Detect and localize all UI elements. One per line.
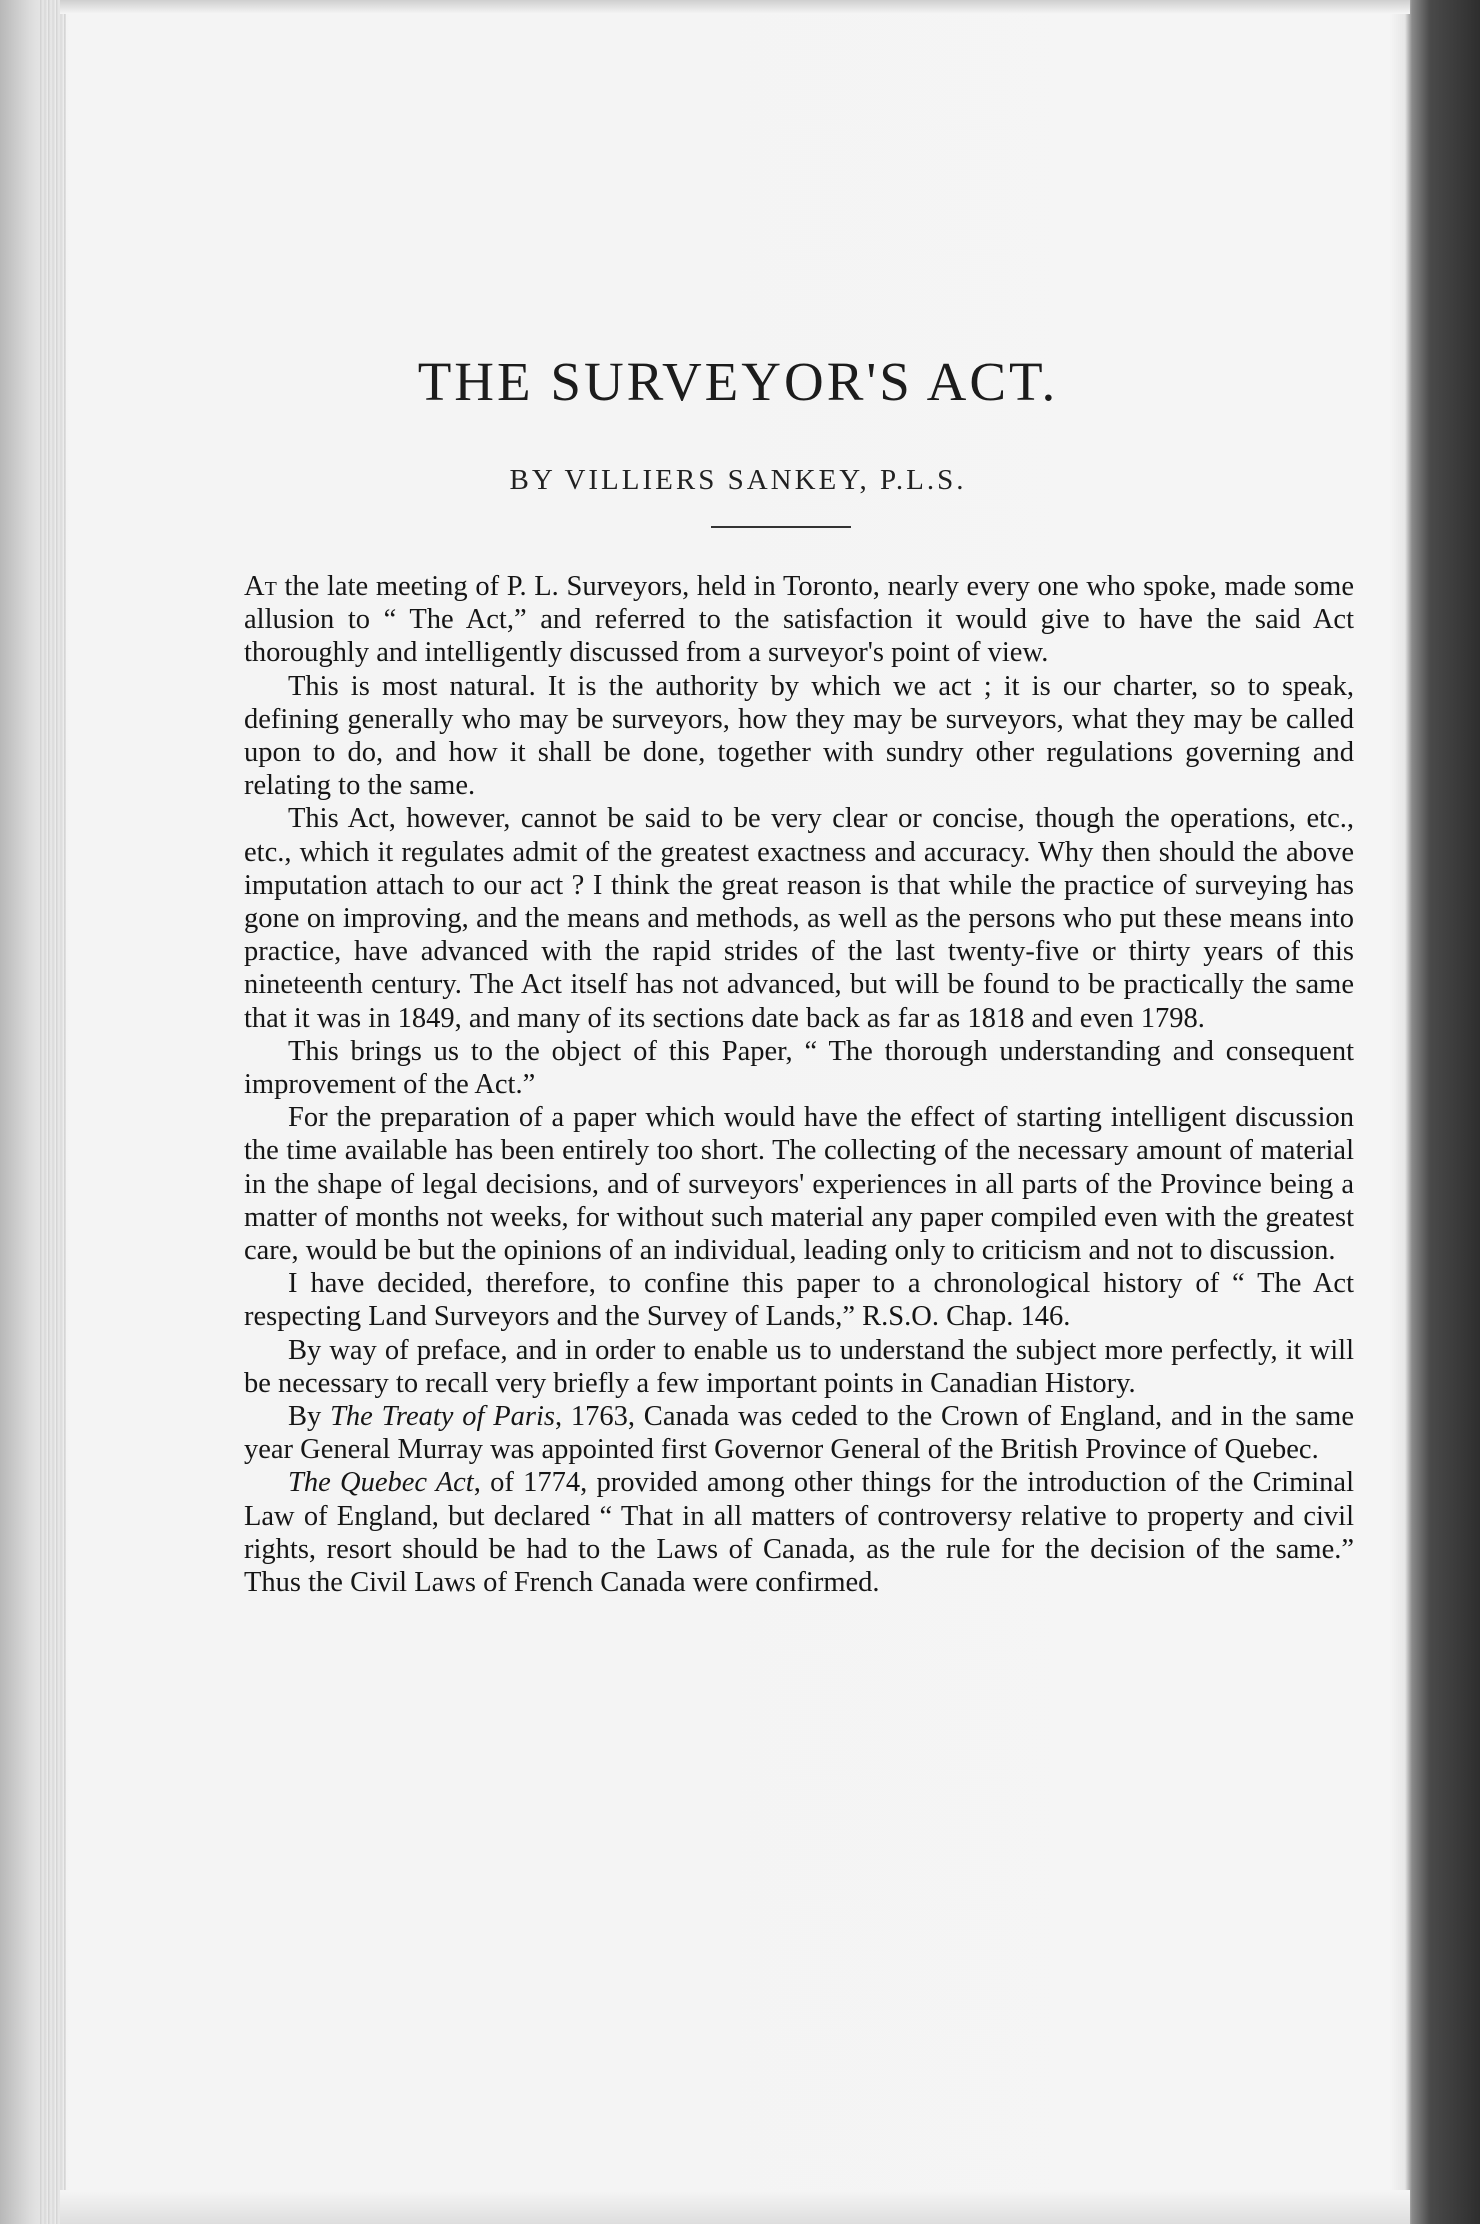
- paragraph-text: the late meeting of P. L. Surveyors, held in Toronto, nearly every one who spoke, made some allusion to “ The Act,” and referred to the satisfaction it would give to have the said Act thoroughly and intelligently discussed from a surveyor's point of view.: [244, 571, 1354, 669]
- article-body: [244, 570, 1354, 1599]
- top-margin-shadow: [60, 0, 1410, 14]
- paragraph-7: [244, 1334, 1354, 1400]
- paragraph-text: For the preparation of a paper which would have the effect of starting intelligent discussion the time available has been entirely too short. The collecting of the necessary amount of material in the shape of legal decisions, and of surveyors' experiences in all parts of the Province being a matter of months not weeks, for without such material any paper compiled even with the greatest care, would be but the opinions of an individual, leading only to criticism and not to discussion.: [244, 1102, 1354, 1267]
- document-page: [66, 14, 1410, 2190]
- paragraph-text: This brings us to the object of this Paper, “ The thorough understanding and consequent improvement of the Act.”: [244, 1035, 1354, 1101]
- paragraph-text-prefix: By: [288, 1401, 331, 1433]
- paragraph-5: [244, 1101, 1354, 1267]
- paragraph-text: This Act, however, cannot be said to be very clear or concise, though the operations, etc., etc., which it regulates admit of the greatest exactness and accuracy. Why then should the above imputation attach to our act ? I think the great reason is that while the practice of surveying has gone on improving, and the means and methods, as well as the persons who put these means into practice, have advanced with the rapid strides of the last twenty-five or thirty years of this nineteenth century. The Act itself has not advanced, but will be found to be practically the same that it was in 1849, and many of its sections date back as far as 1818 and even 1798.: [244, 803, 1354, 1034]
- book-page-edges: [40, 0, 66, 2224]
- article-byline: BY VILLIERS SANKEY, P.L.S.: [509, 464, 967, 496]
- treaty-title-italic: The Treaty of Paris: [330, 1401, 555, 1433]
- paragraph-3: [244, 802, 1354, 1034]
- article-title: THE SURVEYOR'S ACT.: [417, 351, 1059, 412]
- paragraph-4: [244, 1035, 1354, 1101]
- title-divider: [711, 526, 851, 528]
- paragraph-text: This is most natural. It is the authority by which we act ; it is our charter, so to speak, defining generally who may be surveyors, how they may be surveyors, what they may be called upon to do, and how it shall be done, together with sundry other regulations governing and relating to the same.: [244, 670, 1354, 802]
- paragraph-text: By way of preface, and in order to enable us to understand the subject more perfectly, it will be necessary to recall very briefly a few important points in Canadian History.: [244, 1334, 1354, 1399]
- paragraph-text: I have decided, therefore, to confine this paper to a chronological history of “ The Act respecting Land Surveyors and the Survey of Lands,” R.S.O. Chap. 146.: [244, 1268, 1354, 1333]
- paragraph-2: [244, 670, 1354, 803]
- paragraph-text: , of 1774, provided among other things for the introduction of the Criminal Law of England, but declared “ That in all matters of controversy relative to property and civil rights, resort should be had to the Laws of Canada, as the rule for the decision of the same.” Thus the Civil Laws of French Canada were confirmed.: [244, 1467, 1354, 1599]
- paragraph-text: , 1763, Canada was ceded to the Crown of England, and in the same year General Murray was appointed first Governor General of the British Province of Quebec.: [244, 1401, 1354, 1466]
- bottom-margin-shadow: [60, 2190, 1410, 2224]
- paragraph-8: [244, 1400, 1354, 1466]
- paragraph-6: [244, 1267, 1354, 1333]
- paragraph-1: [244, 570, 1354, 670]
- paragraph-9: [244, 1466, 1354, 1599]
- paragraph-lead-word: At: [244, 571, 277, 602]
- act-title-italic: The Quebec Act: [288, 1467, 474, 1499]
